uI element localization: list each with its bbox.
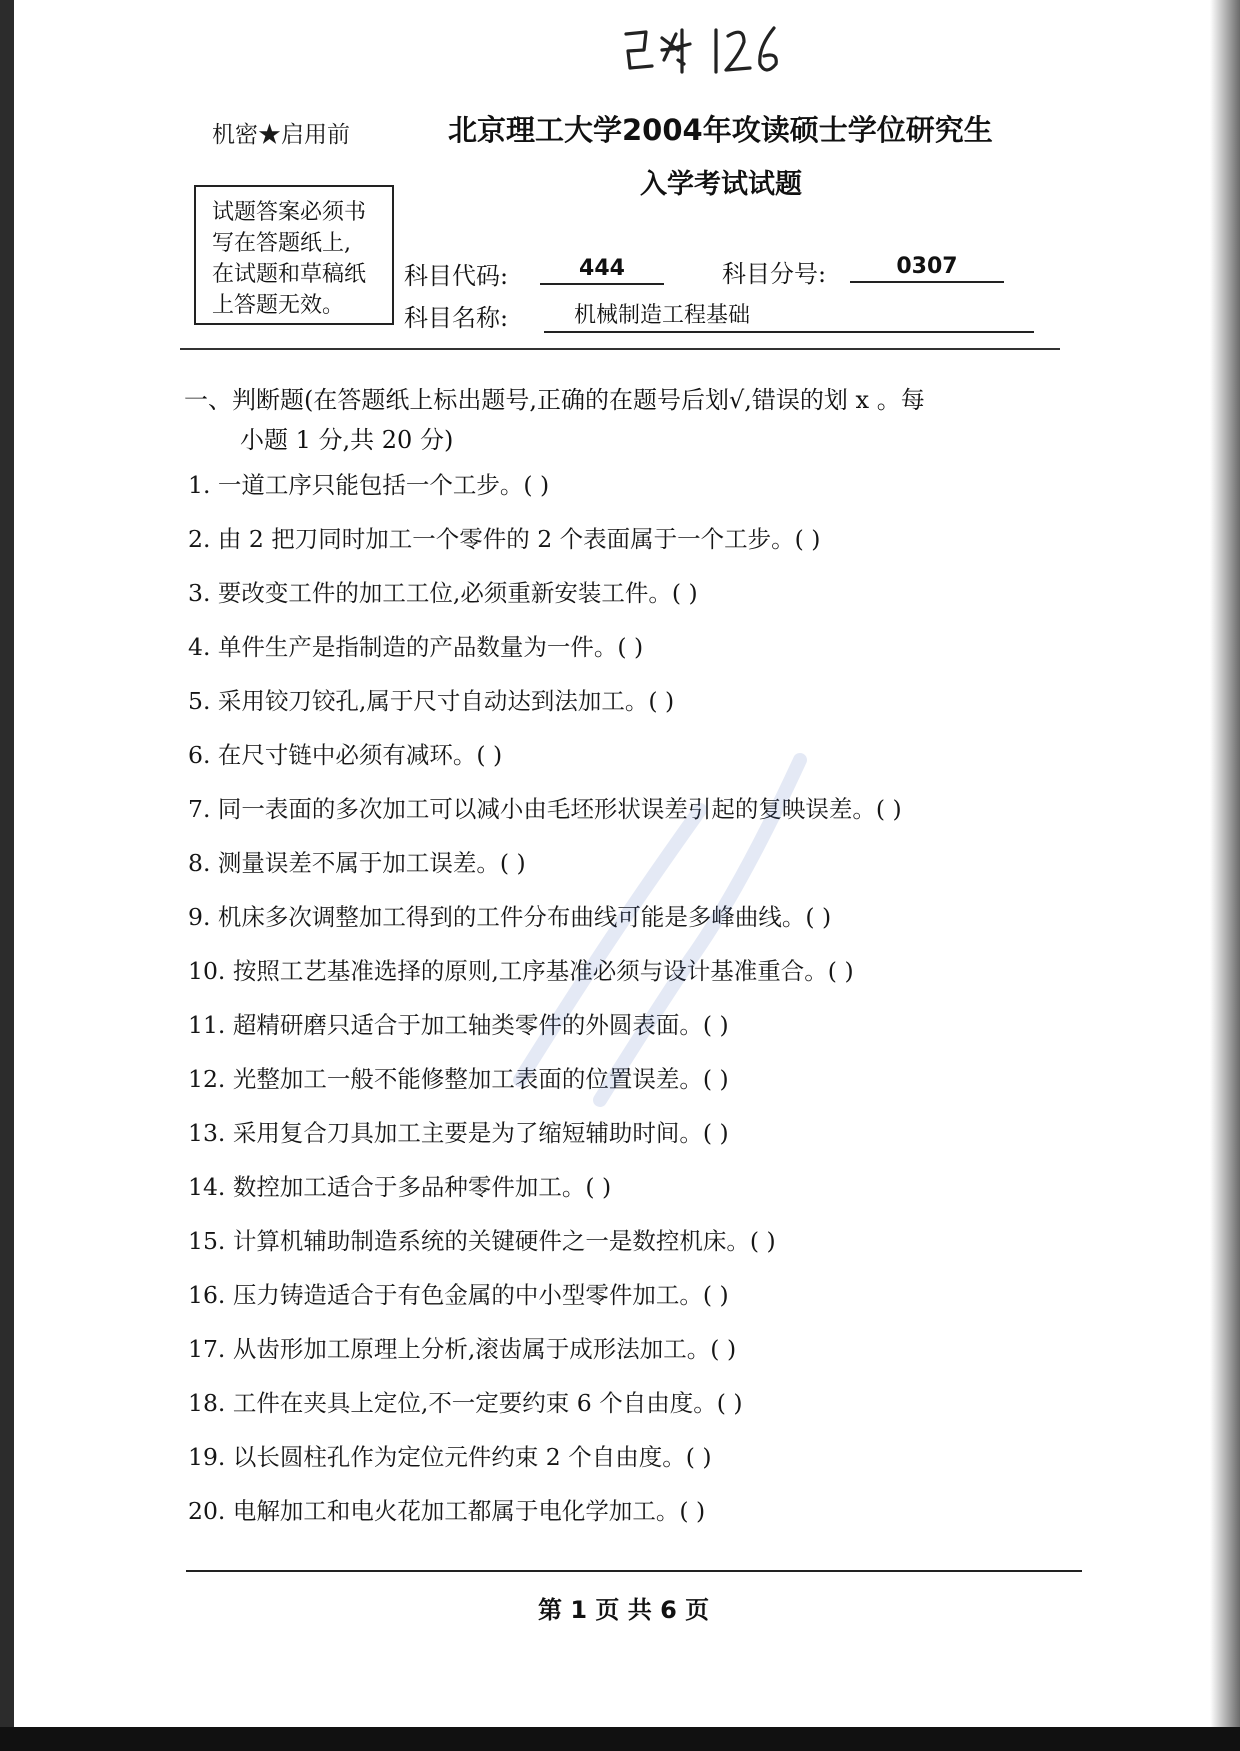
question-item: 13. 采用复合刀具加工主要是为了缩短辅助时间。( ) — [188, 1119, 729, 1147]
question-item: 6. 在尺寸链中必须有减环。( ) — [188, 741, 503, 769]
question-item: 20. 电解加工和电火花加工都属于电化学加工。( ) — [188, 1497, 706, 1525]
question-item: 1. 一道工序只能包括一个工步。( ) — [188, 471, 550, 499]
question-item: 18. 工件在夹具上定位,不一定要约束 6 个自由度。( ) — [188, 1389, 743, 1417]
header-divider — [180, 348, 1060, 350]
question-item: 7. 同一表面的多次加工可以减小由毛坯形状误差引起的复映误差。( ) — [188, 795, 902, 823]
answer-notice-box — [194, 185, 394, 325]
question-item: 17. 从齿形加工原理上分析,滚齿属于成形法加工。( ) — [188, 1335, 737, 1363]
notice-line: 试题答案必须书 — [212, 200, 367, 225]
question-item: 3. 要改变工件的加工工位,必须重新安装工件。( ) — [188, 579, 698, 607]
subject-code-label: 科目代码: — [404, 262, 509, 290]
question-item: 16. 压力铸造适合于有色金属的中小型零件加工。( ) — [188, 1281, 729, 1309]
subject-name-value: 机械制造工程基础 — [544, 298, 1034, 333]
question-item: 4. 单件生产是指制造的产品数量为一件。( ) — [188, 633, 644, 661]
question-item: 15. 计算机辅助制造系统的关键硬件之一是数控机床。( ) — [188, 1227, 776, 1255]
confidential-mark: 机密★启用前 — [212, 122, 350, 148]
question-item: 5. 采用铰刀铰孔,属于尺寸自动达到法加工。( ) — [188, 687, 675, 715]
exam-subtitle: 入学考试试题 — [640, 169, 802, 200]
notice-line: 写在答题纸上, — [212, 231, 351, 256]
scan-right-shadow — [1210, 0, 1240, 1751]
notice-line: 在试题和草稿纸 — [212, 262, 367, 287]
exam-title: 北京理工大学2004年攻读硕士学位研究生 — [448, 113, 993, 147]
question-item: 12. 光整加工一般不能修整加工表面的位置误差。( ) — [188, 1065, 729, 1093]
page-number: 第 1 页 共 6 页 — [538, 1596, 710, 1624]
question-item: 14. 数控加工适合于多品种零件加工。( ) — [188, 1173, 612, 1201]
question-item: 8. 测量误差不属于加工误差。( ) — [188, 849, 526, 877]
subject-code-value: 444 — [540, 256, 664, 285]
question-item: 19. 以长圆柱孔作为定位元件约束 2 个自由度。( ) — [188, 1443, 712, 1471]
section-heading — [184, 380, 1064, 460]
question-item: 11. 超精研磨只适合于加工轴类零件的外圆表面。( ) — [188, 1011, 729, 1039]
scan-left-edge — [0, 0, 14, 1751]
footer-divider — [186, 1570, 1082, 1572]
scan-bottom-edge — [0, 1727, 1240, 1751]
notice-line: 上答题无效。 — [212, 293, 345, 318]
question-item: 10. 按照工艺基准选择的原则,工序基准必须与设计基准重合。( ) — [188, 957, 854, 985]
subject-score-label: 科目分号: — [722, 260, 827, 288]
question-item: 2. 由 2 把刀同时加工一个零件的 2 个表面属于一个工步。( ) — [188, 525, 821, 553]
question-item: 9. 机床多次调整加工得到的工件分布曲线可能是多峰曲线。( ) — [188, 903, 832, 931]
section-heading-line: 小题 1 分,共 20 分) — [240, 426, 454, 454]
subject-name-label: 科目名称: — [404, 304, 509, 332]
section-heading-line: 一、判断题(在答题纸上标出题号,正确的在题号后划√,错误的划 x 。每 — [184, 386, 925, 414]
handwritten-note — [618, 20, 798, 80]
subject-score-value: 0307 — [850, 254, 1004, 283]
